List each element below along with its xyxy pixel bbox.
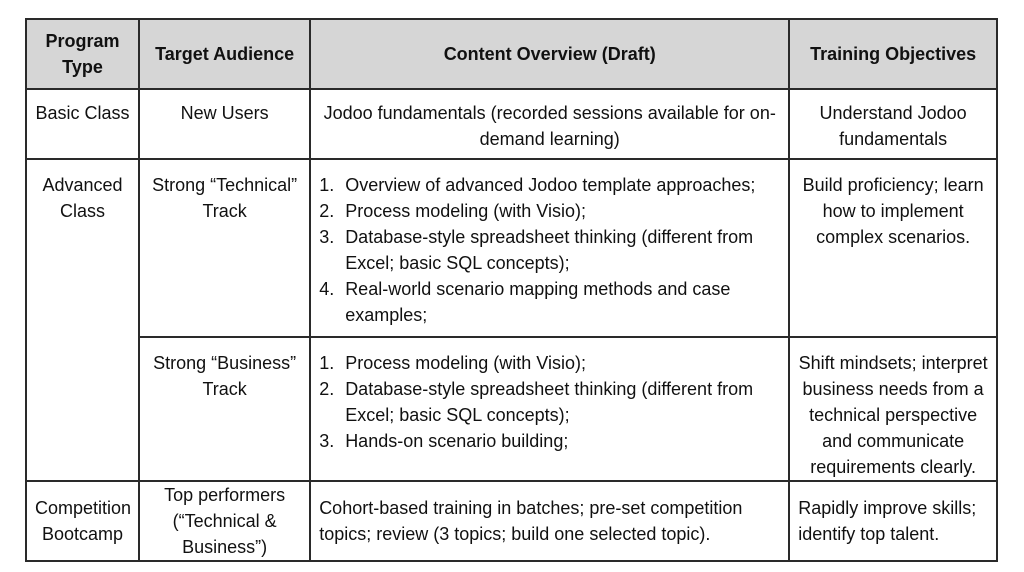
objectives-cell: Build proficiency; learn how to implement complex scenarios. — [789, 159, 997, 337]
content-cell: Jodoo fundamentals (recorded sessions available for on-demand learning) — [310, 89, 789, 159]
objectives-cell: Rapidly improve skills; identify top talent. — [789, 481, 997, 561]
table-row-competition-bootcamp — [26, 481, 997, 561]
header-training-objectives: Training Objectives — [789, 19, 997, 89]
objectives-cell: Understand Jodoo fundamentals — [789, 89, 997, 159]
content-cell: Cohort-based training in batches; pre-set competition topics; review (3 topics; build one selected topic). — [310, 481, 789, 561]
table-row-advanced-business — [26, 337, 997, 481]
table-row-advanced-technical — [26, 159, 997, 337]
program-type-cell: Advanced Class — [26, 159, 139, 481]
list-item: 2. Database-style spreadsheet thinking (different from Excel; basic SQL concepts); — [319, 379, 754, 425]
program-type-cell: Competition Bootcamp — [26, 481, 139, 561]
list-item: 1. Process modeling (with Visio); — [319, 353, 586, 373]
objectives-cell: Shift mindsets; interpret business needs from a technical perspective and communicate requirements clearly. — [789, 337, 997, 481]
content-list — [319, 172, 780, 328]
table-row-basic-class — [26, 89, 997, 159]
list-item: 4. Real-world scenario mapping methods and case examples; — [319, 279, 731, 325]
list-item: 1. Overview of advanced Jodoo template approaches; — [319, 175, 756, 195]
audience-cell: Strong “Technical” Track — [139, 159, 310, 337]
header-target-audience: Target Audience — [139, 19, 310, 89]
header-program-type: Program Type — [26, 19, 139, 89]
list-item: 3. Database-style spreadsheet thinking (different from Excel; basic SQL concepts); — [319, 227, 754, 273]
header-row — [26, 19, 997, 89]
program-type-cell: Basic Class — [26, 89, 139, 159]
training-program-table — [25, 18, 998, 562]
content-cell — [310, 159, 789, 337]
audience-cell: Top performers (“Technical & Business”) — [139, 481, 310, 561]
list-item: 2. Process modeling (with Visio); — [319, 201, 586, 221]
content-cell — [310, 337, 789, 481]
audience-cell: Strong “Business” Track — [139, 337, 310, 481]
content-list — [319, 350, 780, 454]
header-content-overview: Content Overview (Draft) — [310, 19, 789, 89]
list-item: 3. Hands-on scenario building; — [319, 431, 569, 451]
audience-cell: New Users — [139, 89, 310, 159]
